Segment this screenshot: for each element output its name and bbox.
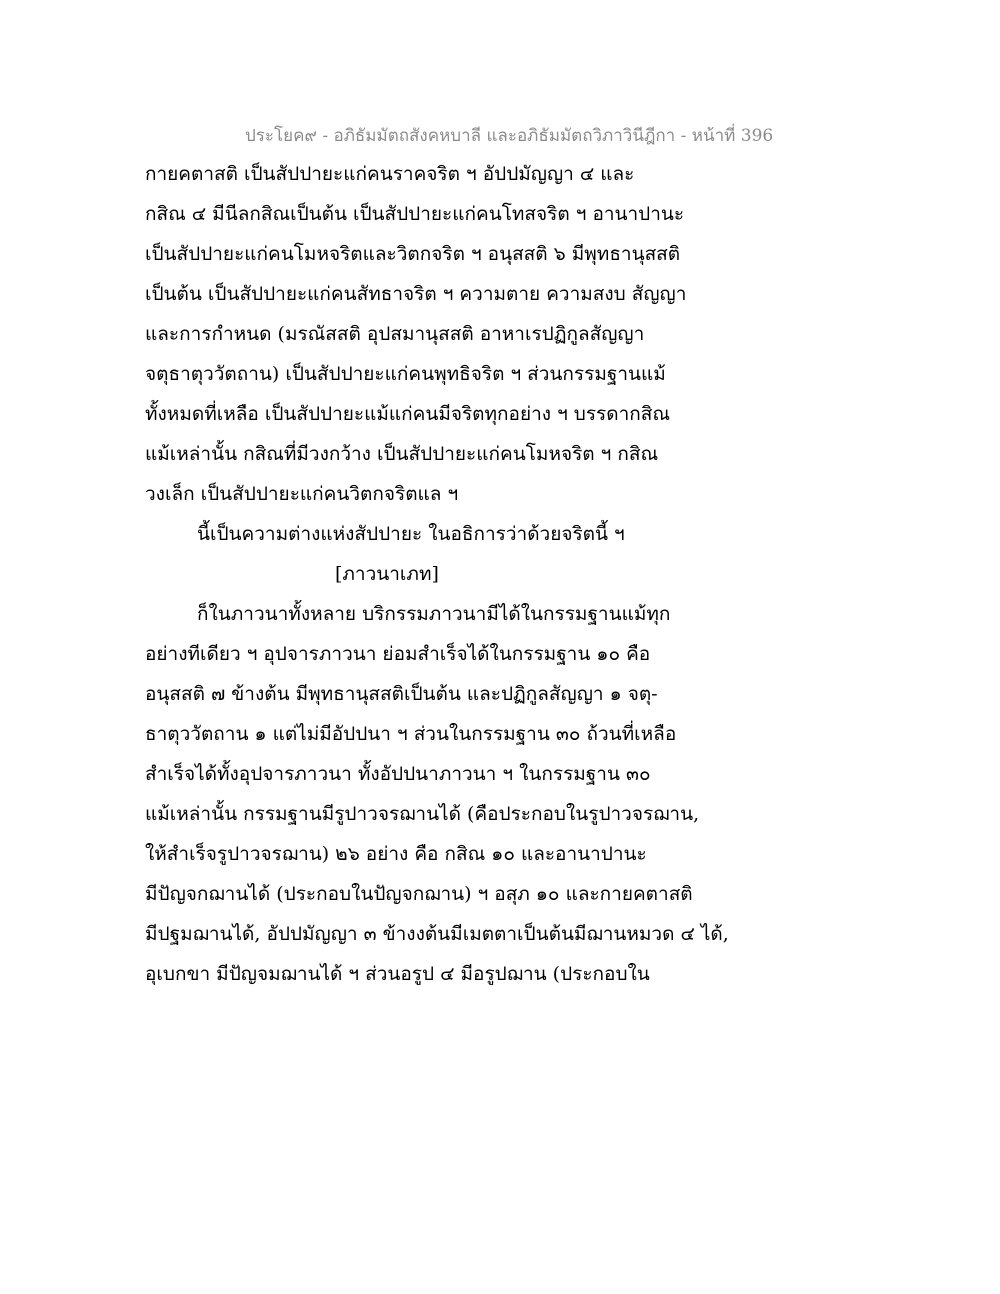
- text-line-16: สำเร็จได้ทั้งอุปจารภาวนา ทั้งอัปปนาภาวนา ฯ ในกรรมฐาน ๓๐: [145, 763, 651, 785]
- text-line-3: เป็นสัปปายะแก่คนโมหจริตและวิตกจริต ฯ อนุสสติ ๖ มีพุทธานุสสติ: [145, 243, 681, 265]
- text-line-17: แม้เหล่านั้น กรรมฐานมีรูปาวจรฌานได้ (คือประกอบในรูปาวจรฌาน,: [145, 803, 700, 825]
- text-line-4: เป็นต้น เป็นสัปปายะแก่คนสัทธาจริต ฯ ความตาย ความสงบ สัญญา: [145, 283, 687, 305]
- text-line-9: วงเล็ก เป็นสัปปายะแก่คนวิตกจริตแล ฯ: [145, 483, 459, 505]
- page-header: ประโยค๙ - อภิธัมมัตถสังคหบาลี และอภิธัมมัตถวิภาวินีฎีกา - หน้าที่ 396: [245, 126, 774, 146]
- text-line-19: มีปัญจกฌานได้ (ประกอบในปัญจกฌาน) ฯ อสุภ ๑๐ และกายคตาสติ: [145, 883, 693, 905]
- text-line-13: อย่างทีเดียว ฯ อุปจารภาวนา ย่อมสำเร็จได้ในกรรมฐาน ๑๐ คือ: [145, 643, 651, 665]
- text-line-10: นี้เป็นความต่างแห่งสัปปายะ ในอธิการว่าด้วยจริตนี้ ฯ: [197, 523, 625, 545]
- text-line-12: ก็ในภาวนาทั้งหลาย บริกรรมภาวนามีได้ในกรรมฐานแม้ทุก: [197, 603, 671, 625]
- section-heading: [ภาวนาเภท]: [335, 563, 439, 585]
- text-line-21: อุเบกขา มีปัญจมฌานได้ ฯ ส่วนอรูป ๔ มีอรูปฌาน (ประกอบใน: [145, 963, 650, 985]
- text-line-20: มีปฐมฌานได้, อัปปมัญญา ๓ ข้างงต้นมีเมตตาเป็นต้นมีฌานหมวด ๔ ได้,: [145, 923, 729, 945]
- text-line-6: จตุธาตุววัตถาน) เป็นสัปปายะแก่คนพุทธิจริต ฯ ส่วนกรรมฐานแม้: [145, 363, 666, 385]
- text-line-15: ธาตุววัตถาน ๑ แต่ไม่มีอัปปนา ฯ ส่วนในกรรมฐาน ๓๐ ถ้วนที่เหลือ: [145, 723, 677, 745]
- text-line-1: กายคตาสติ เป็นสัปปายะแก่คนราคจริต ฯ อัปปมัญญา ๔ และ: [145, 163, 635, 185]
- text-line-8: แม้เหล่านั้น กสิณที่มีวงกว้าง เป็นสัปปายะแก่คนโมหจริต ฯ กสิณ: [145, 443, 659, 465]
- text-line-2: กสิณ ๔ มีนีลกสิณเป็นต้น เป็นสัปปายะแก่คนโทสจริต ฯ อานาปานะ: [145, 203, 685, 225]
- text-line-18: ให้สำเร็จรูปาวจรฌาน) ๒๖ อย่าง คือ กสิณ ๑๐ และอานาปานะ: [145, 843, 647, 865]
- text-line-14: อนุสสติ ๗ ข้างต้น มีพุทธานุสสติเป็นต้น และปฏิกูลสัญญา ๑ จตุ-: [145, 683, 658, 705]
- text-line-7: ทั้งหมดที่เหลือ เป็นสัปปายะแม้แก่คนมีจริตทุกอย่าง ฯ บรรดากสิณ: [145, 403, 670, 425]
- text-line-5: และการกำหนด (มรณัสสติ อุปสมานุสสติ อาหาเรปฏิกูลสัญญา: [145, 323, 645, 345]
